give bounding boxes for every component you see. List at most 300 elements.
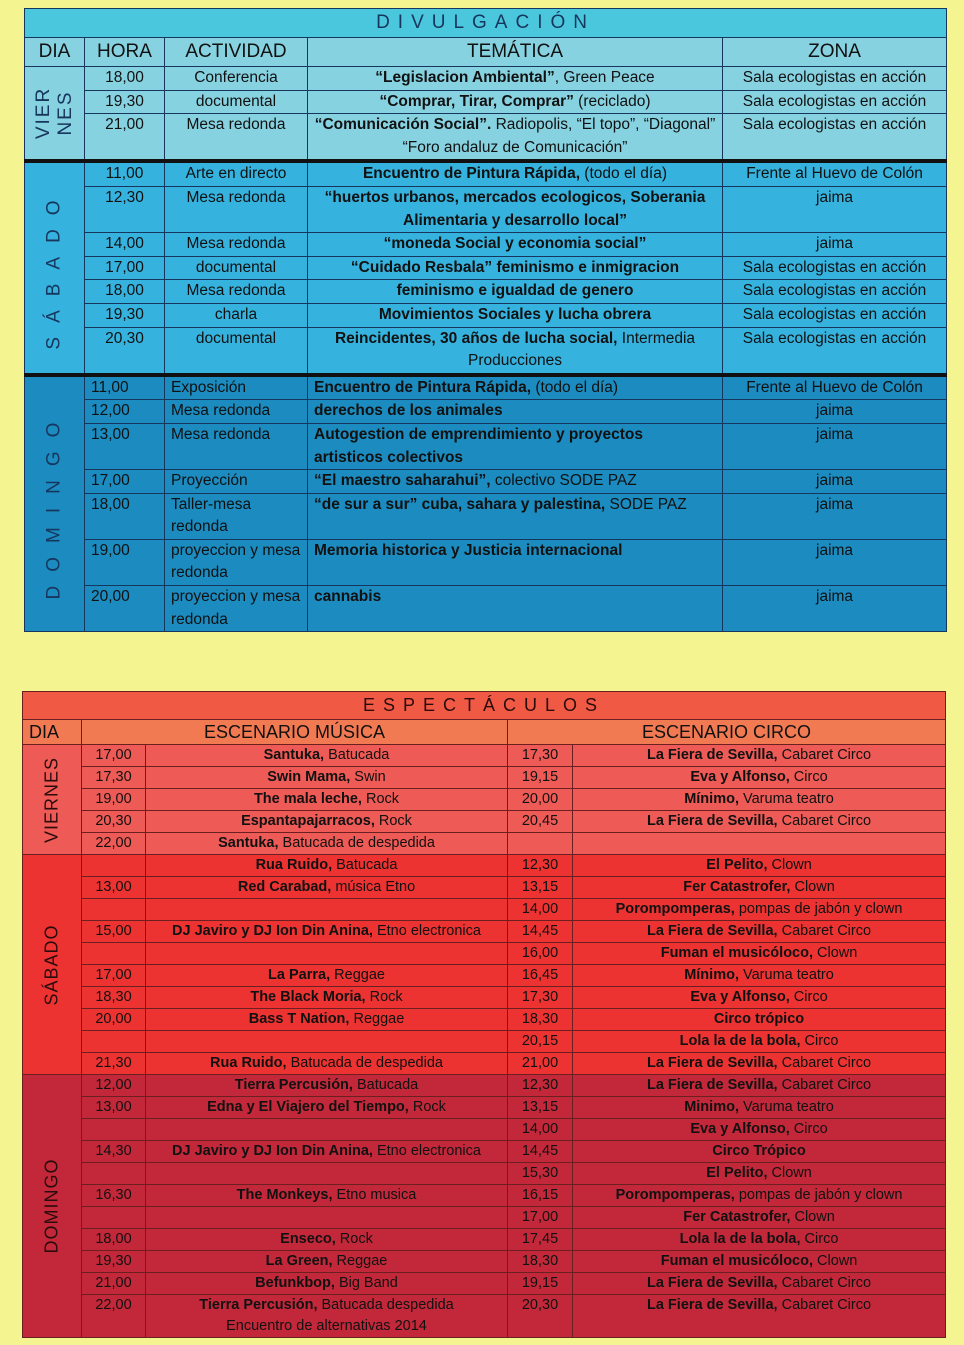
table-row	[25, 280, 947, 304]
header-escenario-musica: ESCENARIO MÚSICA	[82, 720, 508, 745]
circo-cell	[573, 745, 946, 767]
circo-hora-cell: 21,00	[508, 1053, 573, 1075]
circo-hora-cell: 18,30	[508, 1251, 573, 1273]
divulgacion-title: DIVULGACIÓN	[25, 9, 947, 38]
circo-artist: La Fiera de Sevilla,	[646, 923, 778, 939]
tematica-bold: “El maestro saharahui”,	[314, 472, 491, 490]
circo-hora-cell: 16,45	[508, 965, 573, 987]
tematica-bold: derechos de los animales	[314, 402, 503, 420]
circo-cell	[573, 767, 946, 789]
table-row	[25, 586, 947, 632]
zona-cell: jaima	[723, 423, 947, 469]
header-dia: DIA	[25, 38, 85, 67]
musica-hora-cell: 16,30	[82, 1185, 146, 1207]
musica-hora-cell	[82, 1119, 146, 1141]
musica-hora-cell: 21,30	[82, 1053, 146, 1075]
hora-cell: 18,00	[85, 280, 165, 304]
circo-show: Clown	[790, 1209, 835, 1225]
tematica-cell	[308, 67, 723, 91]
musica-artist: DJ Javiro y DJ Ion Din Anina,	[172, 1143, 373, 1159]
zona-cell: jaima	[723, 400, 947, 424]
tematica-cell	[308, 400, 723, 424]
hora-cell: 13,00	[85, 423, 165, 469]
hora-cell: 18,00	[85, 67, 165, 91]
circo-cell	[573, 1185, 946, 1207]
musica-hora-cell: 20,30	[82, 811, 146, 833]
actividad-cell: Taller-mesa redonda	[165, 493, 308, 539]
musica-artist: Rua Ruido,	[255, 857, 333, 873]
musica-hora-cell: 13,00	[82, 877, 146, 899]
circo-cell	[573, 1141, 946, 1163]
table-row	[23, 1273, 946, 1295]
actividad-cell: Proyección	[165, 470, 308, 494]
tematica-normal: , Green Peace	[554, 69, 655, 86]
zona-cell: Sala ecologistas en acción	[723, 256, 947, 280]
musica-hora-cell	[82, 899, 146, 921]
musica-genre: Batucada	[332, 857, 398, 873]
day-label-text: VIERNES	[41, 756, 62, 843]
musica-artist: Tierra Percusión,	[234, 1077, 353, 1093]
day-label-line: NES	[54, 90, 76, 136]
tematica-cell	[308, 256, 723, 280]
circo-cell	[573, 1273, 946, 1295]
actividad-cell: Mesa redonda	[165, 114, 308, 162]
zona-cell: Sala ecologistas en acción	[723, 67, 947, 91]
table-row	[25, 400, 947, 424]
circo-cell	[573, 1097, 946, 1119]
hora-cell: 11,00	[85, 375, 165, 400]
tematica-cell	[308, 114, 723, 162]
circo-artist: La Fiera de Sevilla,	[646, 1055, 778, 1071]
musica-hora-cell: 17,00	[82, 745, 146, 767]
musica-artist: Espantapajarracos,	[241, 813, 375, 829]
hora-cell: 12,00	[85, 400, 165, 424]
zona-cell: Frente al Huevo de Colón	[723, 375, 947, 400]
zona-cell: Sala ecologistas en acción	[723, 303, 947, 327]
tematica-normal: (todo el día)	[580, 165, 668, 183]
circo-cell	[573, 1009, 946, 1031]
day-label-domingo	[25, 375, 85, 632]
circo-cell	[573, 789, 946, 811]
circo-cell	[573, 921, 946, 943]
circo-show: Clown	[813, 1253, 858, 1269]
musica-cell	[146, 855, 508, 877]
zona-cell: Sala ecologistas en acción	[723, 114, 947, 162]
circo-artist: Minimo,	[684, 1099, 739, 1115]
tematica-bold: “moneda Social y economia social”	[383, 235, 647, 253]
table-row	[23, 767, 946, 789]
header-escenario-circo: ESCENARIO CIRCO	[508, 720, 946, 745]
musica-cell	[146, 767, 508, 789]
musica-cell	[146, 1053, 508, 1075]
circo-show: Cabaret Circo	[777, 1275, 872, 1291]
tematica-bold: “Cuidado Resbala” feminismo e inmigracion	[350, 258, 680, 276]
musica-artist: Swin Mama,	[267, 769, 351, 785]
circo-show: Clown	[790, 879, 835, 895]
musica-cell	[146, 1031, 508, 1053]
musica-genre: Batucada	[324, 747, 390, 763]
tematica-bold: Reincidentes, 30 años de lucha social,	[334, 329, 618, 347]
musica-artist: Santuka,	[218, 835, 279, 851]
musica-artist: Befunkbop,	[255, 1275, 335, 1291]
divulgacion-table	[24, 8, 947, 632]
musica-hora-cell	[82, 855, 146, 877]
table-row	[23, 1075, 946, 1097]
hora-cell: 12,30	[85, 186, 165, 232]
tematica-normal: Radiopolis, “El topo”, “Diagonal” “Foro andaluz de Comunicación”	[402, 116, 716, 156]
musica-artist: Santuka,	[263, 747, 325, 763]
musica-artist: DJ Javiro y DJ Ion Din Anina,	[172, 923, 373, 939]
musica-genre: Rock	[361, 791, 400, 807]
musica-genre: Batucada despedida	[317, 1297, 454, 1313]
table-row	[25, 233, 947, 257]
musica-hora-cell: 18,00	[82, 1229, 146, 1251]
zona-cell: jaima	[723, 493, 947, 539]
hora-cell: 20,30	[85, 327, 165, 375]
musica-cell	[146, 1163, 508, 1185]
tematica-cell	[308, 586, 723, 632]
musica-artist: Rua Ruido,	[210, 1055, 287, 1071]
tematica-bold: “Comprar, Tirar, Comprar”	[379, 92, 574, 110]
circo-hora-cell: 20,45	[508, 811, 573, 833]
actividad-cell: charla	[165, 303, 308, 327]
circo-cell	[573, 877, 946, 899]
table-row	[25, 256, 947, 280]
circo-show: Circo	[789, 1121, 828, 1137]
header-tematica: TEMÁTICA	[308, 38, 723, 67]
circo-show: pompas de jabón y clown	[734, 901, 903, 917]
circo-hora-cell: 12,30	[508, 855, 573, 877]
musica-genre: Rock	[365, 989, 403, 1005]
circo-show: Clown	[813, 945, 858, 961]
circo-hora-cell: 20,15	[508, 1031, 573, 1053]
musica-cell	[146, 921, 508, 943]
musica-cell	[146, 1207, 508, 1229]
circo-cell	[573, 1031, 946, 1053]
zona-cell: jaima	[723, 586, 947, 632]
circo-artist: La Fiera de Sevilla,	[646, 747, 778, 763]
tematica-cell	[308, 493, 723, 539]
musica-hora-cell	[82, 1031, 146, 1053]
musica-genre: Rock	[408, 1099, 446, 1115]
table-row	[25, 67, 947, 91]
musica-genre: Reggae	[330, 967, 385, 983]
circo-cell	[573, 1163, 946, 1185]
tematica-bold: Encuentro de Pintura Rápida,	[362, 165, 580, 183]
day-label-domingo	[23, 1075, 82, 1338]
actividad-cell: Mesa redonda	[165, 423, 308, 469]
circo-hora-cell	[508, 833, 573, 855]
musica-artist: The mala leche,	[253, 791, 362, 807]
circo-cell	[573, 1119, 946, 1141]
circo-cell	[573, 833, 946, 855]
table-row	[23, 1141, 946, 1163]
circo-show: Varuma teatro	[738, 967, 834, 983]
table-row	[23, 1097, 946, 1119]
table-row	[23, 1229, 946, 1251]
tematica-cell	[308, 303, 723, 327]
musica-genre: música Etno	[331, 879, 416, 895]
tematica-cell	[308, 233, 723, 257]
table-row	[23, 1251, 946, 1273]
table-row	[23, 1185, 946, 1207]
circo-show: Clown	[767, 1165, 812, 1181]
actividad-cell: Mesa redonda	[165, 186, 308, 232]
table-row	[25, 90, 947, 114]
header-actividad: ACTIVIDAD	[165, 38, 308, 67]
tematica-bold: Autogestion de emprendimiento y proyectos artisticos colectivos	[314, 425, 643, 466]
musica-cell	[146, 811, 508, 833]
circo-artist: La Fiera de Sevilla,	[646, 1077, 778, 1093]
circo-cell	[573, 1295, 946, 1338]
table-row	[23, 899, 946, 921]
musica-genre: Reggae	[349, 1011, 405, 1027]
circo-artist: Porompomperas,	[615, 901, 735, 917]
day-label-sabado	[23, 855, 82, 1075]
circo-cell	[573, 1251, 946, 1273]
circo-cell	[573, 899, 946, 921]
day-label-text: SÁBADO	[43, 186, 65, 350]
circo-show: Circo	[789, 989, 828, 1005]
musica-artist: The Monkeys,	[236, 1187, 333, 1203]
circo-artist: El Pelito,	[706, 1165, 768, 1181]
circo-show: Cabaret Circo	[777, 1055, 872, 1071]
circo-show: Circo	[800, 1231, 839, 1247]
tematica-cell	[308, 423, 723, 469]
day-label-text: DOMINGO	[43, 408, 65, 600]
actividad-cell: Conferencia	[165, 67, 308, 91]
espectaculos-table	[22, 691, 946, 1338]
hora-cell: 11,00	[85, 161, 165, 186]
musica-hora-cell: 17,00	[82, 965, 146, 987]
musica-hora-cell: 12,00	[82, 1075, 146, 1097]
circo-hora-cell: 20,30	[508, 1295, 573, 1338]
tematica-cell	[308, 186, 723, 232]
tematica-bold: cannabis	[314, 588, 382, 606]
musica-artist: Red Carabad,	[237, 879, 332, 895]
musica-cell	[146, 1119, 508, 1141]
circo-artist: Circo Trópico	[712, 1143, 806, 1159]
table-row	[23, 987, 946, 1009]
musica-cell	[146, 1009, 508, 1031]
circo-cell	[573, 1053, 946, 1075]
day-label-viernes	[25, 67, 85, 162]
hora-cell: 19,00	[85, 539, 165, 585]
circo-cell	[573, 1229, 946, 1251]
musica-artist: La Green,	[265, 1253, 333, 1269]
actividad-cell: documental	[165, 90, 308, 114]
circo-hora-cell: 14,45	[508, 1141, 573, 1163]
table-row	[25, 327, 947, 375]
circo-show: pompas de jabón y clown	[734, 1187, 903, 1203]
hora-cell: 14,00	[85, 233, 165, 257]
musica-hora-cell: 14,30	[82, 1141, 146, 1163]
tematica-cell	[308, 375, 723, 400]
actividad-cell: Mesa redonda	[165, 233, 308, 257]
table-row	[23, 965, 946, 987]
circo-artist: Lola la de la bola,	[679, 1033, 801, 1049]
actividad-cell: proyeccion y mesa redonda	[165, 586, 308, 632]
tematica-bold: Encuentro de Pintura Rápida,	[314, 378, 532, 396]
table-row	[23, 1119, 946, 1141]
tematica-cell	[308, 470, 723, 494]
tematica-bold: Memoria historica y Justicia internacional	[314, 541, 623, 559]
circo-artist: La Fiera de Sevilla,	[646, 1275, 778, 1291]
tematica-bold: feminismo e igualdad de genero	[396, 282, 634, 300]
circo-artist: El Pelito,	[706, 857, 768, 873]
circo-artist: Circo trópico	[713, 1011, 805, 1027]
circo-cell	[573, 943, 946, 965]
circo-hora-cell: 17,45	[508, 1229, 573, 1251]
musica-cell	[146, 833, 508, 855]
circo-show: Varuma teatro	[738, 1099, 834, 1115]
actividad-cell: Mesa redonda	[165, 400, 308, 424]
musica-genre: Reggae	[332, 1253, 388, 1269]
day-label-text	[33, 87, 77, 139]
table-row	[23, 1207, 946, 1229]
musica-genre: Big Band	[334, 1275, 398, 1291]
day-label-line: VIER	[32, 87, 54, 140]
tematica-normal: SODE PAZ	[605, 495, 687, 513]
musica-genre: Rock	[374, 813, 412, 829]
musica-cell	[146, 899, 508, 921]
actividad-cell: Exposición	[165, 375, 308, 400]
musica-cell	[146, 1075, 508, 1097]
table-row	[25, 493, 947, 539]
musica-cell	[146, 877, 508, 899]
musica-extra: Encuentro de alternativas 2014	[226, 1318, 427, 1334]
table-row	[25, 114, 947, 162]
musica-cell	[146, 789, 508, 811]
circo-hora-cell: 18,30	[508, 1009, 573, 1031]
circo-show: Circo	[789, 769, 828, 785]
musica-genre: Swin	[350, 769, 386, 785]
musica-cell	[146, 1273, 508, 1295]
musica-cell	[146, 1141, 508, 1163]
table-row	[23, 745, 946, 767]
tematica-bold: “de sur a sur” cuba, sahara y palestina,	[314, 495, 606, 513]
circo-hora-cell: 12,30	[508, 1075, 573, 1097]
actividad-cell: proyeccion y mesa redonda	[165, 539, 308, 585]
circo-artist: Lola la de la bola,	[679, 1231, 801, 1247]
zona-cell: Sala ecologistas en acción	[723, 90, 947, 114]
circo-artist: Eva y Alfonso,	[690, 769, 790, 785]
table-row	[25, 186, 947, 232]
musica-hora-cell: 13,00	[82, 1097, 146, 1119]
musica-hora-cell: 17,30	[82, 767, 146, 789]
circo-artist: La Fiera de Sevilla,	[646, 813, 778, 829]
circo-cell	[573, 1075, 946, 1097]
table-row	[23, 921, 946, 943]
actividad-cell: Mesa redonda	[165, 280, 308, 304]
tematica-normal: (todo el día)	[531, 378, 619, 396]
table-row	[25, 303, 947, 327]
musica-hora-cell	[82, 1163, 146, 1185]
musica-artist: Tierra Percusión,	[199, 1297, 318, 1313]
hora-cell: 19,30	[85, 303, 165, 327]
musica-hora-cell: 21,00	[82, 1273, 146, 1295]
table-row	[23, 855, 946, 877]
tematica-cell	[308, 280, 723, 304]
table-row	[23, 789, 946, 811]
musica-cell	[146, 1295, 508, 1338]
zona-cell: Sala ecologistas en acción	[723, 327, 947, 375]
zona-cell: jaima	[723, 233, 947, 257]
actividad-cell: documental	[165, 256, 308, 280]
musica-cell	[146, 987, 508, 1009]
musica-cell	[146, 1229, 508, 1251]
circo-cell	[573, 987, 946, 1009]
circo-show: Varuma teatro	[738, 791, 834, 807]
musica-hora-cell: 20,00	[82, 1009, 146, 1031]
circo-cell	[573, 855, 946, 877]
musica-cell	[146, 1097, 508, 1119]
circo-show: Clown	[767, 857, 812, 873]
table-row	[23, 811, 946, 833]
circo-show: Cabaret Circo	[777, 813, 872, 829]
table-row	[23, 1163, 946, 1185]
circo-hora-cell: 13,15	[508, 877, 573, 899]
tematica-cell	[308, 327, 723, 375]
table-row	[25, 375, 947, 400]
zona-cell: Frente al Huevo de Colón	[723, 161, 947, 186]
table-row	[25, 470, 947, 494]
zona-cell: jaima	[723, 186, 947, 232]
musica-hora-cell: 19,00	[82, 789, 146, 811]
hora-cell: 20,00	[85, 586, 165, 632]
musica-cell	[146, 1185, 508, 1207]
circo-artist: Eva y Alfonso,	[690, 1121, 790, 1137]
musica-cell	[146, 745, 508, 767]
musica-cell	[146, 965, 508, 987]
musica-artist: Edna y El Viajero del Tiempo,	[207, 1099, 409, 1115]
musica-hora-cell	[82, 943, 146, 965]
zona-cell: Sala ecologistas en acción	[723, 280, 947, 304]
tematica-cell	[308, 90, 723, 114]
circo-hora-cell: 15,30	[508, 1163, 573, 1185]
musica-artist: Enseco,	[280, 1231, 336, 1247]
musica-genre: Rock	[335, 1231, 373, 1247]
circo-hora-cell: 14,45	[508, 921, 573, 943]
musica-genre: Etno electronica	[372, 923, 481, 939]
musica-cell	[146, 1251, 508, 1273]
musica-genre: Batucada de despedida	[278, 835, 435, 851]
circo-hora-cell: 20,00	[508, 789, 573, 811]
circo-show: Cabaret Circo	[777, 923, 872, 939]
musica-genre: Etno musica	[332, 1187, 417, 1203]
hora-cell: 21,00	[85, 114, 165, 162]
table-row	[25, 423, 947, 469]
header-zona: ZONA	[723, 38, 947, 67]
circo-hora-cell: 13,15	[508, 1097, 573, 1119]
zona-cell: jaima	[723, 539, 947, 585]
musica-hora-cell: 19,30	[82, 1251, 146, 1273]
musica-artist: Bass T Nation,	[248, 1011, 350, 1027]
table-row	[25, 161, 947, 186]
circo-cell	[573, 965, 946, 987]
musica-genre: Batucada	[352, 1077, 419, 1093]
musica-genre: Batucada de despedida	[286, 1055, 443, 1071]
actividad-cell: documental	[165, 327, 308, 375]
hora-cell: 18,00	[85, 493, 165, 539]
circo-show: Circo	[800, 1033, 839, 1049]
header-dia: DIA	[23, 720, 82, 745]
day-label-text: SÁBADO	[41, 923, 62, 1006]
musica-artist: The Black Moria,	[250, 989, 366, 1005]
circo-hora-cell: 17,30	[508, 745, 573, 767]
tematica-normal: Intermedia Producciones	[468, 329, 696, 370]
hora-cell: 17,00	[85, 470, 165, 494]
